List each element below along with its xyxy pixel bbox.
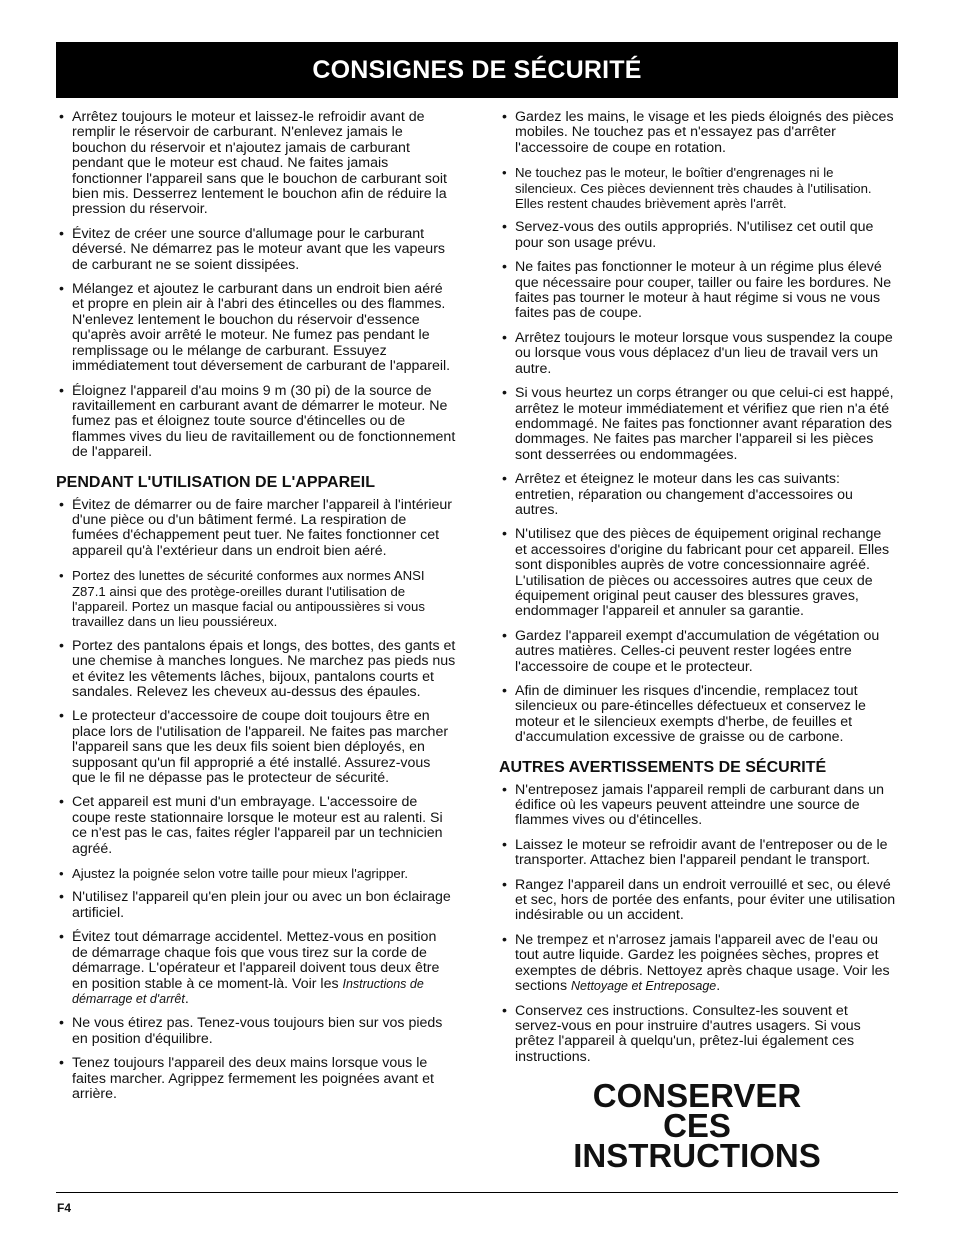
- fuel-safety-list: [56, 110, 456, 461]
- section-reference: Instructions de démarrage et d'arrêt: [72, 976, 424, 1006]
- list-item: • Le protecteur d'accessoire de coupe doit toujours être en place lors de l'utilisation de l'appareil. Ne faites pas marcher l'appareil sans que les deux fils soient bien déployés, en supposant qu'un fil approprié a été installé. Assurez-vous que le fil ne dépasse pas le protecteur de sécurité.: [59, 708, 449, 787]
- page-header-bar: [56, 42, 898, 98]
- keep-instructions-line: INSTRUCTIONS: [573, 1137, 821, 1175]
- list-item: • Arrêtez et éteignez le moteur dans les cas suivants: entretien, réparation ou changement d'accessoires ou autres.: [502, 471, 853, 518]
- list-item: • Ne touchez pas le moteur, le boîtier d'engrenages ni le silencieux. Ces pièces deviennent très chaudes à l'utilisation. Elles restent chaudes brièvement après l'arrêt.: [502, 165, 872, 212]
- bullet-icon: •: [502, 781, 507, 798]
- list-item: • Arrêtez toujours le moteur lorsque vous suspendez la coupe ou lorsque vous vous déplacez d'un lieu de travail vers un autre.: [502, 329, 893, 377]
- bullet-icon: •: [502, 109, 507, 125]
- list-item: • Conservez ces instructions. Consultez-les souvent et servez-vous en pour instruire d'autres usagers. Si vous prêtez l'appareil à quelqu'un, prêtez-lui également ces instructions.: [502, 1002, 861, 1065]
- list-item: • Portez des lunettes de sécurité conformes aux normes ANSI Z87.1 ainsi que des protège-oreilles durant l'utilisation de l'appareil. Portez un masque facial ou antipoussières si vous travaillez dans un lieu poussiéreux.: [59, 568, 425, 630]
- list-item: • Portez des pantalons épais et longs, des bottes, des gants et une chemise à manches longues. Ne marchez pas pieds nus et évitez les vêtements lâches, bijoux, pantalons courts et sandales. Relevez les cheveux au-dessus des épaules.: [59, 637, 456, 700]
- bullet-icon: •: [59, 281, 64, 298]
- bullet-icon: •: [59, 637, 64, 654]
- list-item: • Laissez le moteur se refroidir avant de l'entreposer ou de le transporter. Attachez bien l'appareil pendant le transport.: [502, 836, 888, 869]
- usage-safety-list: [56, 498, 456, 1103]
- bullet-icon: •: [59, 1055, 64, 1072]
- page-title: CONSIGNES DE SÉCURITÉ: [312, 55, 642, 84]
- bullet-icon: •: [502, 876, 507, 893]
- list-item: • Cet appareil est muni d'un embrayage. L'accessoire de coupe reste stationnaire lorsque le moteur est au ralenti. Si ce n'est pas le cas, faites régler l'appareil par un technicien agréé.: [59, 794, 443, 857]
- bullet-icon: •: [502, 931, 507, 948]
- list-item: • N'utilisez l'appareil qu'en plein jour ou avec un bon éclairage artificiel.: [59, 889, 451, 921]
- list-item: • Tenez toujours l'appareil des deux mains lorsque vous le faites marcher. Agrippez fermement les poignées avant et arrière.: [59, 1055, 434, 1102]
- list-item: • Gardez les mains, le visage et les pieds éloignés des pièces mobiles. Ne touchez pas et n'essayez pas d'arrêter l'accessoire de coupe en rotation.: [502, 109, 894, 156]
- bullet-icon: •: [502, 259, 507, 276]
- section-heading-other-warnings: AUTRES AVERTISSEMENTS DE SÉCURITÉ: [499, 758, 827, 776]
- list-item: • Ajustez la poignée selon votre taille pour mieux l'agripper.: [59, 866, 409, 882]
- list-item: • Mélangez et ajoutez le carburant dans un endroit bien aéré et propre en plein air à l'abri des étincelles ou des flammes. N'enlevez lentement le bouchon du réservoir d'essence qu'après avoir arrêté le moteur. Ne fumez pas pendant le remplissage ou le mélange de carburant. Essuyez immédiatement tout déversement de carburant de l'appareil.: [59, 281, 451, 375]
- bullet-icon: •: [502, 683, 507, 699]
- keep-instructions-line: CONSERVER CES: [592, 1077, 802, 1145]
- bullet-icon: •: [59, 929, 64, 946]
- list-item: • Arrêtez toujours le moteur et laissez-le refroidir avant de remplir le réservoir de carburant. N'enlevez jamais le bouchon du réservoir et n'ajoutez jamais de carburant pendant que le moteur est chaud. Ne faites jamais fonctionner l'appareil sans que le bouchon de carburant soit bien mis. Desserrez lentement le bouchon afin de réduire la pression du réservoir.: [59, 109, 447, 218]
- bullet-icon: •: [59, 708, 64, 725]
- list-item: • Si vous heurtez un corps étranger ou que celui-ci est happé, arrêtez le moteur immédiatement et vérifiez que rien n'a été endommagé. Ne faites pas fonctionner avant réparation des dommages. Ne faites pas marcher l'appareil si les pièces sont desserrées ou endommagées.: [502, 385, 894, 463]
- list-item: • Ne vous étirez pas. Tenez-vous toujours bien sur vos pieds en position d'équilibre.: [59, 1015, 443, 1047]
- left-column: [56, 110, 456, 1111]
- operation-safety-list: [499, 110, 897, 746]
- list-item: • Éloignez l'appareil d'au moins 9 m (30 pi) de la source de ravitaillement en carburant avant de démarrer le moteur. Ne fumez pas et éloignez toute source d'étincelles ou de flammes vives du lieu de ravitaillement ou de fonctionnement de l'appareil.: [59, 382, 456, 461]
- list-item: • Ne trempez et n'arrosez jamais l'appareil avec de l'eau ou tout autre liquide. Gardez les poignées sèches, propres et exemptes de débris. Nettoyez après chaque usage. Voir les sections Nettoyage et Entreposage.: [502, 931, 890, 995]
- bullet-icon: •: [59, 496, 64, 513]
- footer-divider: [56, 1192, 898, 1193]
- list-item: • Afin de diminuer les risques d'incendie, remplacez tout silencieux ou pare-étincelles défectueux et conservez le moteur et le silencieux exempts d'herbe, de feuilles et d'accumulation excessive de graisse ou de carbone.: [502, 683, 866, 746]
- section-reference: Nettoyage et Entreposage: [571, 979, 717, 994]
- bullet-icon: •: [502, 836, 507, 853]
- list-item: • N'entreposez jamais l'appareil rempli de carburant dans un édifice où les vapeurs peuvent atteindre une source de flammes vives ou d'étincelles.: [502, 781, 884, 829]
- list-item: • Rangez l'appareil dans un endroit verrouillé et sec, ou élevé et sec, hors de portée des enfants, pour éviter une utilisation indésirable ou un accident.: [502, 876, 896, 924]
- bullet-icon: •: [502, 627, 507, 644]
- list-item: • Servez-vous des outils appropriés. N'utilisez cet outil que pour son usage prévu.: [502, 219, 874, 251]
- bullet-icon: •: [502, 165, 507, 181]
- bullet-icon: •: [502, 329, 507, 346]
- bullet-icon: •: [59, 866, 64, 882]
- list-item: • Évitez tout démarrage accidentel. Mettez-vous en position de démarrage chaque fois que vous tirez sur la corde de démarrage. L'opérateur et l'appareil doivent tous deux être en position stable à ce moment-là. Voir les Instructions de démarrage et d'arrêt.: [59, 929, 440, 1007]
- bullet-icon: •: [502, 526, 507, 543]
- list-item: • N'utilisez que des pièces de équipement original rechange et accessoires d'origine du fabricant pour cet appareil. Elles sont disponibles auprès de votre concessionnaire agréé. L'utilisation de pièces ou accessoires autres que ceux de équipement original peut causer des blessures graves, endommager l'appareil et annuler sa garantie.: [502, 526, 890, 620]
- bullet-icon: •: [502, 471, 507, 488]
- bullet-icon: •: [59, 889, 64, 906]
- keep-instructions-banner: [563, 1077, 831, 1175]
- right-column: [499, 109, 897, 1175]
- section-heading-usage: PENDANT L'UTILISATION DE L'APPAREIL: [56, 473, 376, 491]
- list-item: • Évitez de démarrer ou de faire marcher l'appareil à l'intérieur d'une pièce ou d'un bâtiment fermé. La respiration de fumées d'échappement peut tuer. Ne faites fonctionner cet appareil qu'à l'extérieur dans un endroit bien aéré.: [59, 496, 452, 559]
- bullet-icon: •: [502, 1002, 507, 1019]
- bullet-icon: •: [502, 219, 507, 236]
- bullet-icon: •: [502, 385, 507, 402]
- bullet-icon: •: [59, 225, 64, 242]
- bullet-icon: •: [59, 1015, 64, 1032]
- list-item: • Évitez de créer une source d'allumage pour le carburant déversé. Ne démarrez pas le moteur avant que les vapeurs de carburant ne se soient dissipées.: [59, 225, 446, 273]
- bullet-icon: •: [59, 109, 64, 125]
- bullet-icon: •: [59, 568, 64, 584]
- storage-safety-list: [499, 783, 897, 1066]
- bullet-icon: •: [59, 382, 64, 399]
- list-item: • Ne faites pas fonctionner le moteur à un régime plus élevé que nécessaire pour couper, tailler ou faire les bordures. Ne faites pas tourner le moteur à haut régime si vous ne vous faites pas de coupe.: [502, 259, 892, 322]
- bullet-icon: •: [59, 794, 64, 811]
- page-number: F4: [57, 1201, 72, 1215]
- list-item: • Gardez l'appareil exempt d'accumulation de végétation ou autres matières. Celles-ci peuvent rester logées entre l'accessoire de coupe et le protecteur.: [502, 627, 880, 675]
